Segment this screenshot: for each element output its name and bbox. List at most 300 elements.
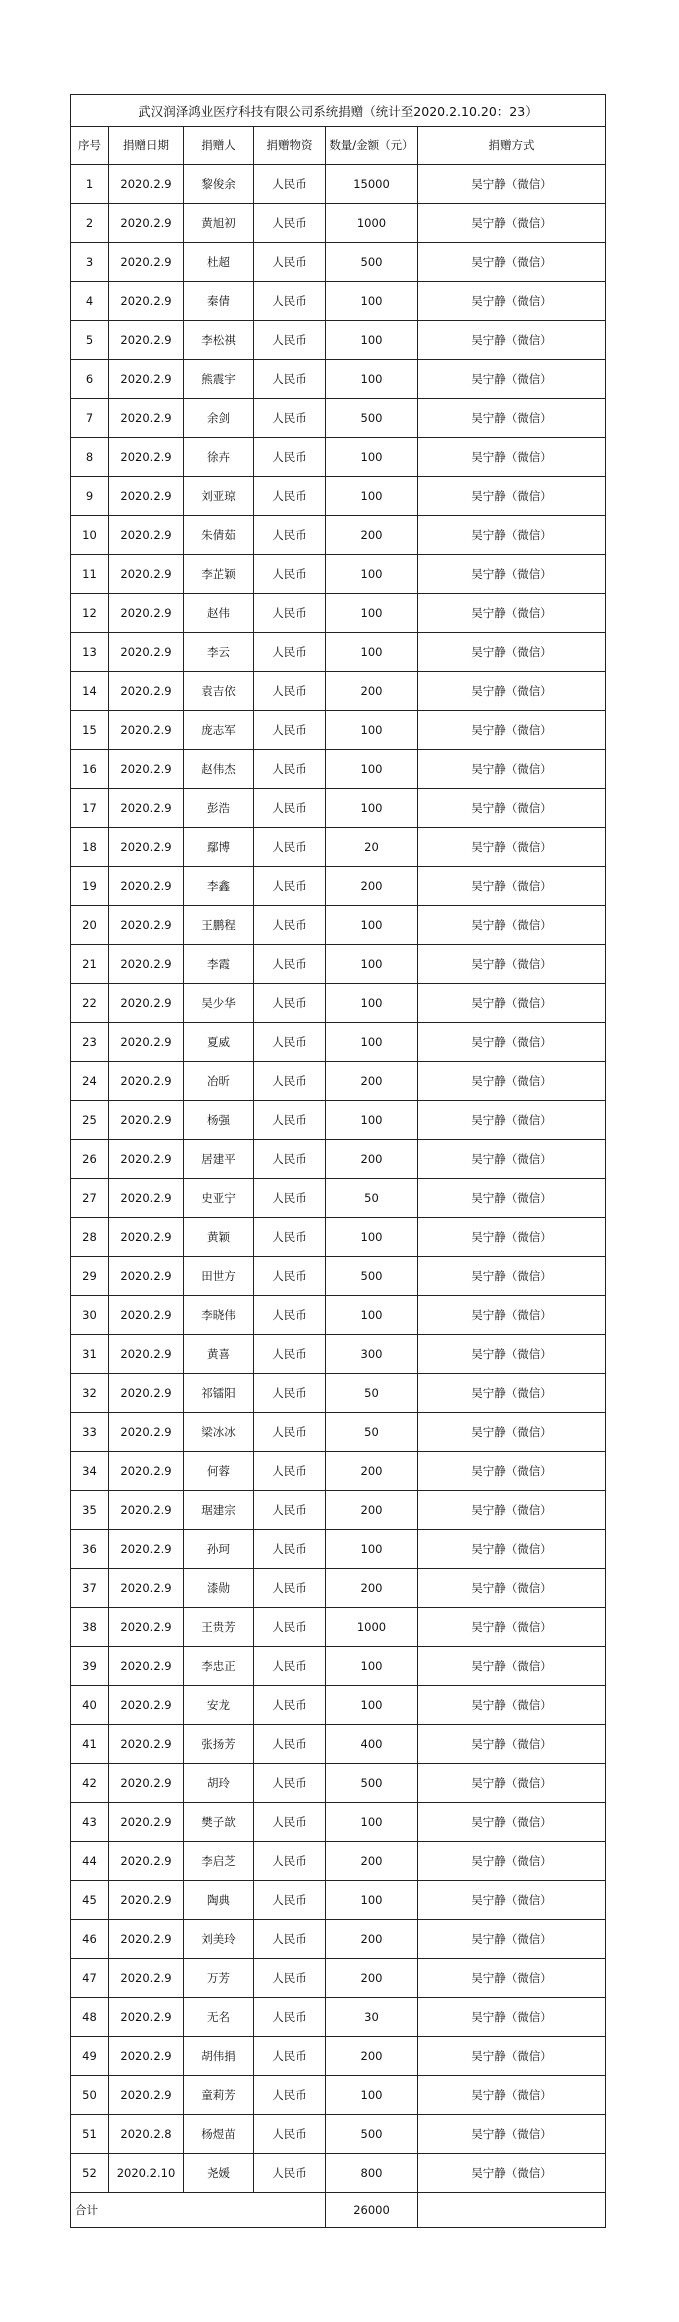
cell-donor: 漆勋 [184, 1569, 254, 1608]
cell-item: 人民币 [254, 1920, 326, 1959]
cell-donor: 刘亚琼 [184, 477, 254, 516]
cell-amount: 200 [326, 1452, 418, 1491]
table-title-row [71, 95, 606, 127]
cell-date: 2020.2.9 [109, 1920, 184, 1959]
cell-donor: 何蓉 [184, 1452, 254, 1491]
cell-index: 13 [71, 633, 109, 672]
cell-donor: 孙珂 [184, 1530, 254, 1569]
cell-index: 20 [71, 906, 109, 945]
cell-amount: 100 [326, 984, 418, 1023]
cell-donor: 熊震宇 [184, 360, 254, 399]
cell-index: 1 [71, 165, 109, 204]
cell-method: 吴宁静（微信） [418, 1647, 606, 1686]
cell-amount: 100 [326, 1803, 418, 1842]
cell-donor: 黄颖 [184, 1218, 254, 1257]
table-row [71, 1608, 606, 1647]
cell-method: 吴宁静（微信） [418, 1491, 606, 1530]
cell-donor: 赵伟 [184, 594, 254, 633]
cell-method: 吴宁静（微信） [418, 1257, 606, 1296]
cell-index: 41 [71, 1725, 109, 1764]
table-row [71, 165, 606, 204]
cell-item: 人民币 [254, 477, 326, 516]
cell-date: 2020.2.9 [109, 165, 184, 204]
cell-donor: 居建平 [184, 1140, 254, 1179]
cell-date: 2020.2.9 [109, 321, 184, 360]
table-row [71, 360, 606, 399]
table-row [71, 594, 606, 633]
cell-index: 28 [71, 1218, 109, 1257]
cell-amount: 100 [326, 1686, 418, 1725]
cell-amount: 100 [326, 477, 418, 516]
table-row [71, 1764, 606, 1803]
table-row [71, 1725, 606, 1764]
cell-method: 吴宁静（微信） [418, 555, 606, 594]
cell-date: 2020.2.9 [109, 906, 184, 945]
cell-donor: 万芳 [184, 1959, 254, 1998]
cell-index: 6 [71, 360, 109, 399]
table-row [71, 1179, 606, 1218]
cell-amount: 200 [326, 1140, 418, 1179]
cell-method: 吴宁静（微信） [418, 321, 606, 360]
cell-item: 人民币 [254, 1257, 326, 1296]
cell-item: 人民币 [254, 243, 326, 282]
cell-date: 2020.2.9 [109, 1296, 184, 1335]
cell-donor: 李松祺 [184, 321, 254, 360]
cell-method: 吴宁静（微信） [418, 1842, 606, 1881]
cell-method: 吴宁静（微信） [418, 672, 606, 711]
cell-amount: 100 [326, 1530, 418, 1569]
cell-donor: 余剑 [184, 399, 254, 438]
cell-donor: 徐卉 [184, 438, 254, 477]
table-row [71, 1998, 606, 2037]
cell-item: 人民币 [254, 789, 326, 828]
table-row [71, 321, 606, 360]
table-row [71, 750, 606, 789]
cell-donor: 李忠正 [184, 1647, 254, 1686]
cell-index: 16 [71, 750, 109, 789]
cell-item: 人民币 [254, 984, 326, 1023]
cell-method: 吴宁静（微信） [418, 243, 606, 282]
cell-item: 人民币 [254, 399, 326, 438]
cell-method: 吴宁静（微信） [418, 282, 606, 321]
cell-date: 2020.2.9 [109, 1101, 184, 1140]
cell-method: 吴宁静（微信） [418, 1725, 606, 1764]
cell-date: 2020.2.9 [109, 2037, 184, 2076]
cell-item: 人民币 [254, 633, 326, 672]
cell-index: 32 [71, 1374, 109, 1413]
cell-item: 人民币 [254, 1647, 326, 1686]
cell-method: 吴宁静（微信） [418, 1881, 606, 1920]
cell-method: 吴宁静（微信） [418, 1140, 606, 1179]
cell-date: 2020.2.9 [109, 1413, 184, 1452]
cell-date: 2020.2.9 [109, 1062, 184, 1101]
cell-method: 吴宁静（微信） [418, 711, 606, 750]
cell-donor: 樊子歆 [184, 1803, 254, 1842]
cell-date: 2020.2.9 [109, 1530, 184, 1569]
cell-item: 人民币 [254, 321, 326, 360]
total-amount: 26000 [326, 2193, 418, 2228]
cell-item: 人民币 [254, 1608, 326, 1647]
cell-index: 11 [71, 555, 109, 594]
cell-method: 吴宁静（微信） [418, 1296, 606, 1335]
table-row [71, 1335, 606, 1374]
cell-date: 2020.2.9 [109, 2076, 184, 2115]
cell-index: 31 [71, 1335, 109, 1374]
cell-amount: 200 [326, 1920, 418, 1959]
cell-amount: 500 [326, 1764, 418, 1803]
table-row [71, 2037, 606, 2076]
cell-method: 吴宁静（微信） [418, 1959, 606, 1998]
cell-item: 人民币 [254, 1140, 326, 1179]
cell-amount: 500 [326, 399, 418, 438]
cell-date: 2020.2.9 [109, 1725, 184, 1764]
cell-method: 吴宁静（微信） [418, 1374, 606, 1413]
cell-date: 2020.2.8 [109, 2115, 184, 2154]
cell-index: 8 [71, 438, 109, 477]
cell-item: 人民币 [254, 516, 326, 555]
donation-table [70, 94, 606, 2228]
table-row [71, 282, 606, 321]
table-row [71, 945, 606, 984]
cell-amount: 100 [326, 906, 418, 945]
header-donor: 捐赠人 [184, 127, 254, 165]
cell-item: 人民币 [254, 1023, 326, 1062]
cell-donor: 杨煜苗 [184, 2115, 254, 2154]
cell-date: 2020.2.9 [109, 243, 184, 282]
cell-amount: 200 [326, 1842, 418, 1881]
cell-item: 人民币 [254, 282, 326, 321]
table-row [71, 1881, 606, 1920]
cell-method: 吴宁静（微信） [418, 1023, 606, 1062]
table-row [71, 1062, 606, 1101]
cell-date: 2020.2.9 [109, 204, 184, 243]
cell-item: 人民币 [254, 1491, 326, 1530]
cell-index: 24 [71, 1062, 109, 1101]
cell-index: 9 [71, 477, 109, 516]
table-row [71, 516, 606, 555]
table-row [71, 1413, 606, 1452]
cell-donor: 黄喜 [184, 1335, 254, 1374]
cell-index: 40 [71, 1686, 109, 1725]
cell-index: 3 [71, 243, 109, 282]
cell-index: 38 [71, 1608, 109, 1647]
cell-item: 人民币 [254, 1218, 326, 1257]
cell-item: 人民币 [254, 1881, 326, 1920]
cell-index: 42 [71, 1764, 109, 1803]
cell-amount: 50 [326, 1374, 418, 1413]
cell-amount: 100 [326, 1296, 418, 1335]
table-row [71, 1296, 606, 1335]
cell-item: 人民币 [254, 165, 326, 204]
cell-item: 人民币 [254, 1452, 326, 1491]
cell-date: 2020.2.9 [109, 750, 184, 789]
cell-donor: 李芷颖 [184, 555, 254, 594]
cell-amount: 100 [326, 750, 418, 789]
cell-donor: 无名 [184, 1998, 254, 2037]
cell-index: 26 [71, 1140, 109, 1179]
cell-date: 2020.2.9 [109, 555, 184, 594]
cell-date: 2020.2.9 [109, 438, 184, 477]
cell-item: 人民币 [254, 2037, 326, 2076]
cell-method: 吴宁静（微信） [418, 1686, 606, 1725]
cell-date: 2020.2.9 [109, 1959, 184, 1998]
cell-item: 人民币 [254, 906, 326, 945]
cell-amount: 20 [326, 828, 418, 867]
cell-date: 2020.2.9 [109, 1569, 184, 1608]
table-row [71, 477, 606, 516]
cell-method: 吴宁静（微信） [418, 1569, 606, 1608]
cell-date: 2020.2.9 [109, 516, 184, 555]
cell-item: 人民币 [254, 1803, 326, 1842]
cell-amount: 100 [326, 555, 418, 594]
cell-index: 49 [71, 2037, 109, 2076]
cell-amount: 100 [326, 945, 418, 984]
cell-item: 人民币 [254, 750, 326, 789]
cell-index: 39 [71, 1647, 109, 1686]
cell-item: 人民币 [254, 1569, 326, 1608]
cell-method: 吴宁静（微信） [418, 1920, 606, 1959]
header-method: 捐赠方式 [418, 127, 606, 165]
cell-method: 吴宁静（微信） [418, 2154, 606, 2193]
cell-amount: 100 [326, 633, 418, 672]
cell-donor: 梁冰冰 [184, 1413, 254, 1452]
cell-method: 吴宁静（微信） [418, 204, 606, 243]
cell-amount: 500 [326, 243, 418, 282]
cell-date: 2020.2.9 [109, 1647, 184, 1686]
cell-amount: 100 [326, 594, 418, 633]
table-row [71, 1374, 606, 1413]
cell-donor: 安龙 [184, 1686, 254, 1725]
cell-item: 人民币 [254, 1764, 326, 1803]
cell-method: 吴宁静（微信） [418, 1335, 606, 1374]
header-row [71, 127, 606, 165]
cell-index: 25 [71, 1101, 109, 1140]
cell-donor: 黎俊余 [184, 165, 254, 204]
cell-method: 吴宁静（微信） [418, 1179, 606, 1218]
table-row [71, 1842, 606, 1881]
cell-amount: 100 [326, 789, 418, 828]
cell-date: 2020.2.9 [109, 1608, 184, 1647]
cell-index: 34 [71, 1452, 109, 1491]
table-title: 武汉润泽鸿业医疗科技有限公司系统捐赠（统计至2020.2.10.20：23） [71, 95, 606, 127]
cell-amount: 100 [326, 321, 418, 360]
cell-amount: 100 [326, 282, 418, 321]
cell-method: 吴宁静（微信） [418, 1803, 606, 1842]
table-row [71, 1530, 606, 1569]
table-row [71, 1140, 606, 1179]
cell-method: 吴宁静（微信） [418, 477, 606, 516]
table-row [71, 2115, 606, 2154]
cell-donor: 陶典 [184, 1881, 254, 1920]
cell-amount: 15000 [326, 165, 418, 204]
cell-index: 2 [71, 204, 109, 243]
cell-item: 人民币 [254, 594, 326, 633]
cell-item: 人民币 [254, 672, 326, 711]
cell-index: 44 [71, 1842, 109, 1881]
cell-method: 吴宁静（微信） [418, 828, 606, 867]
cell-date: 2020.2.9 [109, 867, 184, 906]
table-row [71, 1257, 606, 1296]
cell-method: 吴宁静（微信） [418, 1218, 606, 1257]
table-row [71, 204, 606, 243]
cell-date: 2020.2.9 [109, 711, 184, 750]
cell-date: 2020.2.9 [109, 1140, 184, 1179]
cell-date: 2020.2.9 [109, 1764, 184, 1803]
cell-amount: 50 [326, 1413, 418, 1452]
cell-item: 人民币 [254, 1296, 326, 1335]
cell-donor: 夏威 [184, 1023, 254, 1062]
cell-date: 2020.2.9 [109, 399, 184, 438]
cell-donor: 胡玲 [184, 1764, 254, 1803]
cell-donor: 吴少华 [184, 984, 254, 1023]
cell-index: 4 [71, 282, 109, 321]
cell-donor: 朱倩茹 [184, 516, 254, 555]
cell-method: 吴宁静（微信） [418, 2115, 606, 2154]
cell-date: 2020.2.9 [109, 672, 184, 711]
cell-donor: 杨强 [184, 1101, 254, 1140]
table-row [71, 1803, 606, 1842]
cell-date: 2020.2.9 [109, 1842, 184, 1881]
cell-donor: 尧媛 [184, 2154, 254, 2193]
cell-item: 人民币 [254, 1725, 326, 1764]
total-row [71, 2193, 606, 2228]
cell-method: 吴宁静（微信） [418, 906, 606, 945]
cell-amount: 300 [326, 1335, 418, 1374]
cell-index: 35 [71, 1491, 109, 1530]
table-row [71, 2076, 606, 2115]
cell-item: 人民币 [254, 555, 326, 594]
cell-date: 2020.2.9 [109, 477, 184, 516]
cell-index: 52 [71, 2154, 109, 2193]
cell-method: 吴宁静（微信） [418, 2037, 606, 2076]
cell-amount: 400 [326, 1725, 418, 1764]
cell-date: 2020.2.9 [109, 945, 184, 984]
cell-amount: 800 [326, 2154, 418, 2193]
cell-donor: 袁吉依 [184, 672, 254, 711]
cell-method: 吴宁静（微信） [418, 633, 606, 672]
table-row [71, 2154, 606, 2193]
table-row [71, 633, 606, 672]
cell-date: 2020.2.9 [109, 1257, 184, 1296]
table-row [71, 828, 606, 867]
cell-method: 吴宁静（微信） [418, 1101, 606, 1140]
cell-date: 2020.2.9 [109, 1998, 184, 2037]
cell-index: 23 [71, 1023, 109, 1062]
cell-item: 人民币 [254, 1179, 326, 1218]
cell-donor: 王贵芳 [184, 1608, 254, 1647]
cell-amount: 200 [326, 1569, 418, 1608]
table-row [71, 1218, 606, 1257]
cell-donor: 李鑫 [184, 867, 254, 906]
cell-donor: 童莉芳 [184, 2076, 254, 2115]
cell-amount: 100 [326, 1647, 418, 1686]
cell-index: 46 [71, 1920, 109, 1959]
cell-index: 27 [71, 1179, 109, 1218]
cell-amount: 100 [326, 711, 418, 750]
cell-amount: 100 [326, 1101, 418, 1140]
table-body [71, 165, 606, 2193]
cell-amount: 30 [326, 1998, 418, 2037]
cell-item: 人民币 [254, 1842, 326, 1881]
cell-index: 43 [71, 1803, 109, 1842]
cell-donor: 张扬芳 [184, 1725, 254, 1764]
cell-item: 人民币 [254, 945, 326, 984]
cell-donor: 彭浩 [184, 789, 254, 828]
cell-method: 吴宁静（微信） [418, 867, 606, 906]
cell-amount: 200 [326, 1062, 418, 1101]
cell-method: 吴宁静（微信） [418, 750, 606, 789]
cell-amount: 200 [326, 867, 418, 906]
cell-item: 人民币 [254, 438, 326, 477]
cell-item: 人民币 [254, 2154, 326, 2193]
cell-date: 2020.2.9 [109, 1686, 184, 1725]
table-row [71, 1101, 606, 1140]
cell-index: 7 [71, 399, 109, 438]
cell-index: 47 [71, 1959, 109, 1998]
table-row [71, 1920, 606, 1959]
cell-method: 吴宁静（微信） [418, 1608, 606, 1647]
cell-date: 2020.2.9 [109, 984, 184, 1023]
cell-item: 人民币 [254, 1530, 326, 1569]
cell-date: 2020.2.9 [109, 360, 184, 399]
header-item: 捐赠物资 [254, 127, 326, 165]
cell-donor: 赵伟杰 [184, 750, 254, 789]
cell-index: 48 [71, 1998, 109, 2037]
table-row [71, 1452, 606, 1491]
cell-item: 人民币 [254, 2076, 326, 2115]
cell-item: 人民币 [254, 2115, 326, 2154]
cell-item: 人民币 [254, 360, 326, 399]
cell-index: 33 [71, 1413, 109, 1452]
table-row [71, 1959, 606, 1998]
cell-item: 人民币 [254, 1101, 326, 1140]
cell-method: 吴宁静（微信） [418, 1530, 606, 1569]
cell-index: 29 [71, 1257, 109, 1296]
table-row [71, 243, 606, 282]
cell-donor: 李云 [184, 633, 254, 672]
cell-amount: 200 [326, 1959, 418, 1998]
cell-donor: 鄢博 [184, 828, 254, 867]
cell-donor: 冶昕 [184, 1062, 254, 1101]
cell-item: 人民币 [254, 867, 326, 906]
cell-date: 2020.2.9 [109, 282, 184, 321]
table-row [71, 672, 606, 711]
cell-donor: 胡伟捐 [184, 2037, 254, 2076]
cell-item: 人民币 [254, 828, 326, 867]
cell-amount: 100 [326, 1218, 418, 1257]
cell-date: 2020.2.9 [109, 1335, 184, 1374]
cell-donor: 李晓伟 [184, 1296, 254, 1335]
cell-method: 吴宁静（微信） [418, 1998, 606, 2037]
table-row [71, 438, 606, 477]
cell-date: 2020.2.9 [109, 1452, 184, 1491]
cell-amount: 100 [326, 438, 418, 477]
cell-index: 17 [71, 789, 109, 828]
cell-method: 吴宁静（微信） [418, 2076, 606, 2115]
cell-amount: 200 [326, 1491, 418, 1530]
total-label: 合计 [71, 2193, 326, 2228]
table-row [71, 711, 606, 750]
cell-amount: 50 [326, 1179, 418, 1218]
cell-index: 15 [71, 711, 109, 750]
cell-method: 吴宁静（微信） [418, 594, 606, 633]
cell-date: 2020.2.9 [109, 1374, 184, 1413]
cell-item: 人民币 [254, 1413, 326, 1452]
cell-method: 吴宁静（微信） [418, 1764, 606, 1803]
table-row [71, 1491, 606, 1530]
cell-index: 37 [71, 1569, 109, 1608]
header-amount: 数量/金额（元） [326, 127, 418, 165]
